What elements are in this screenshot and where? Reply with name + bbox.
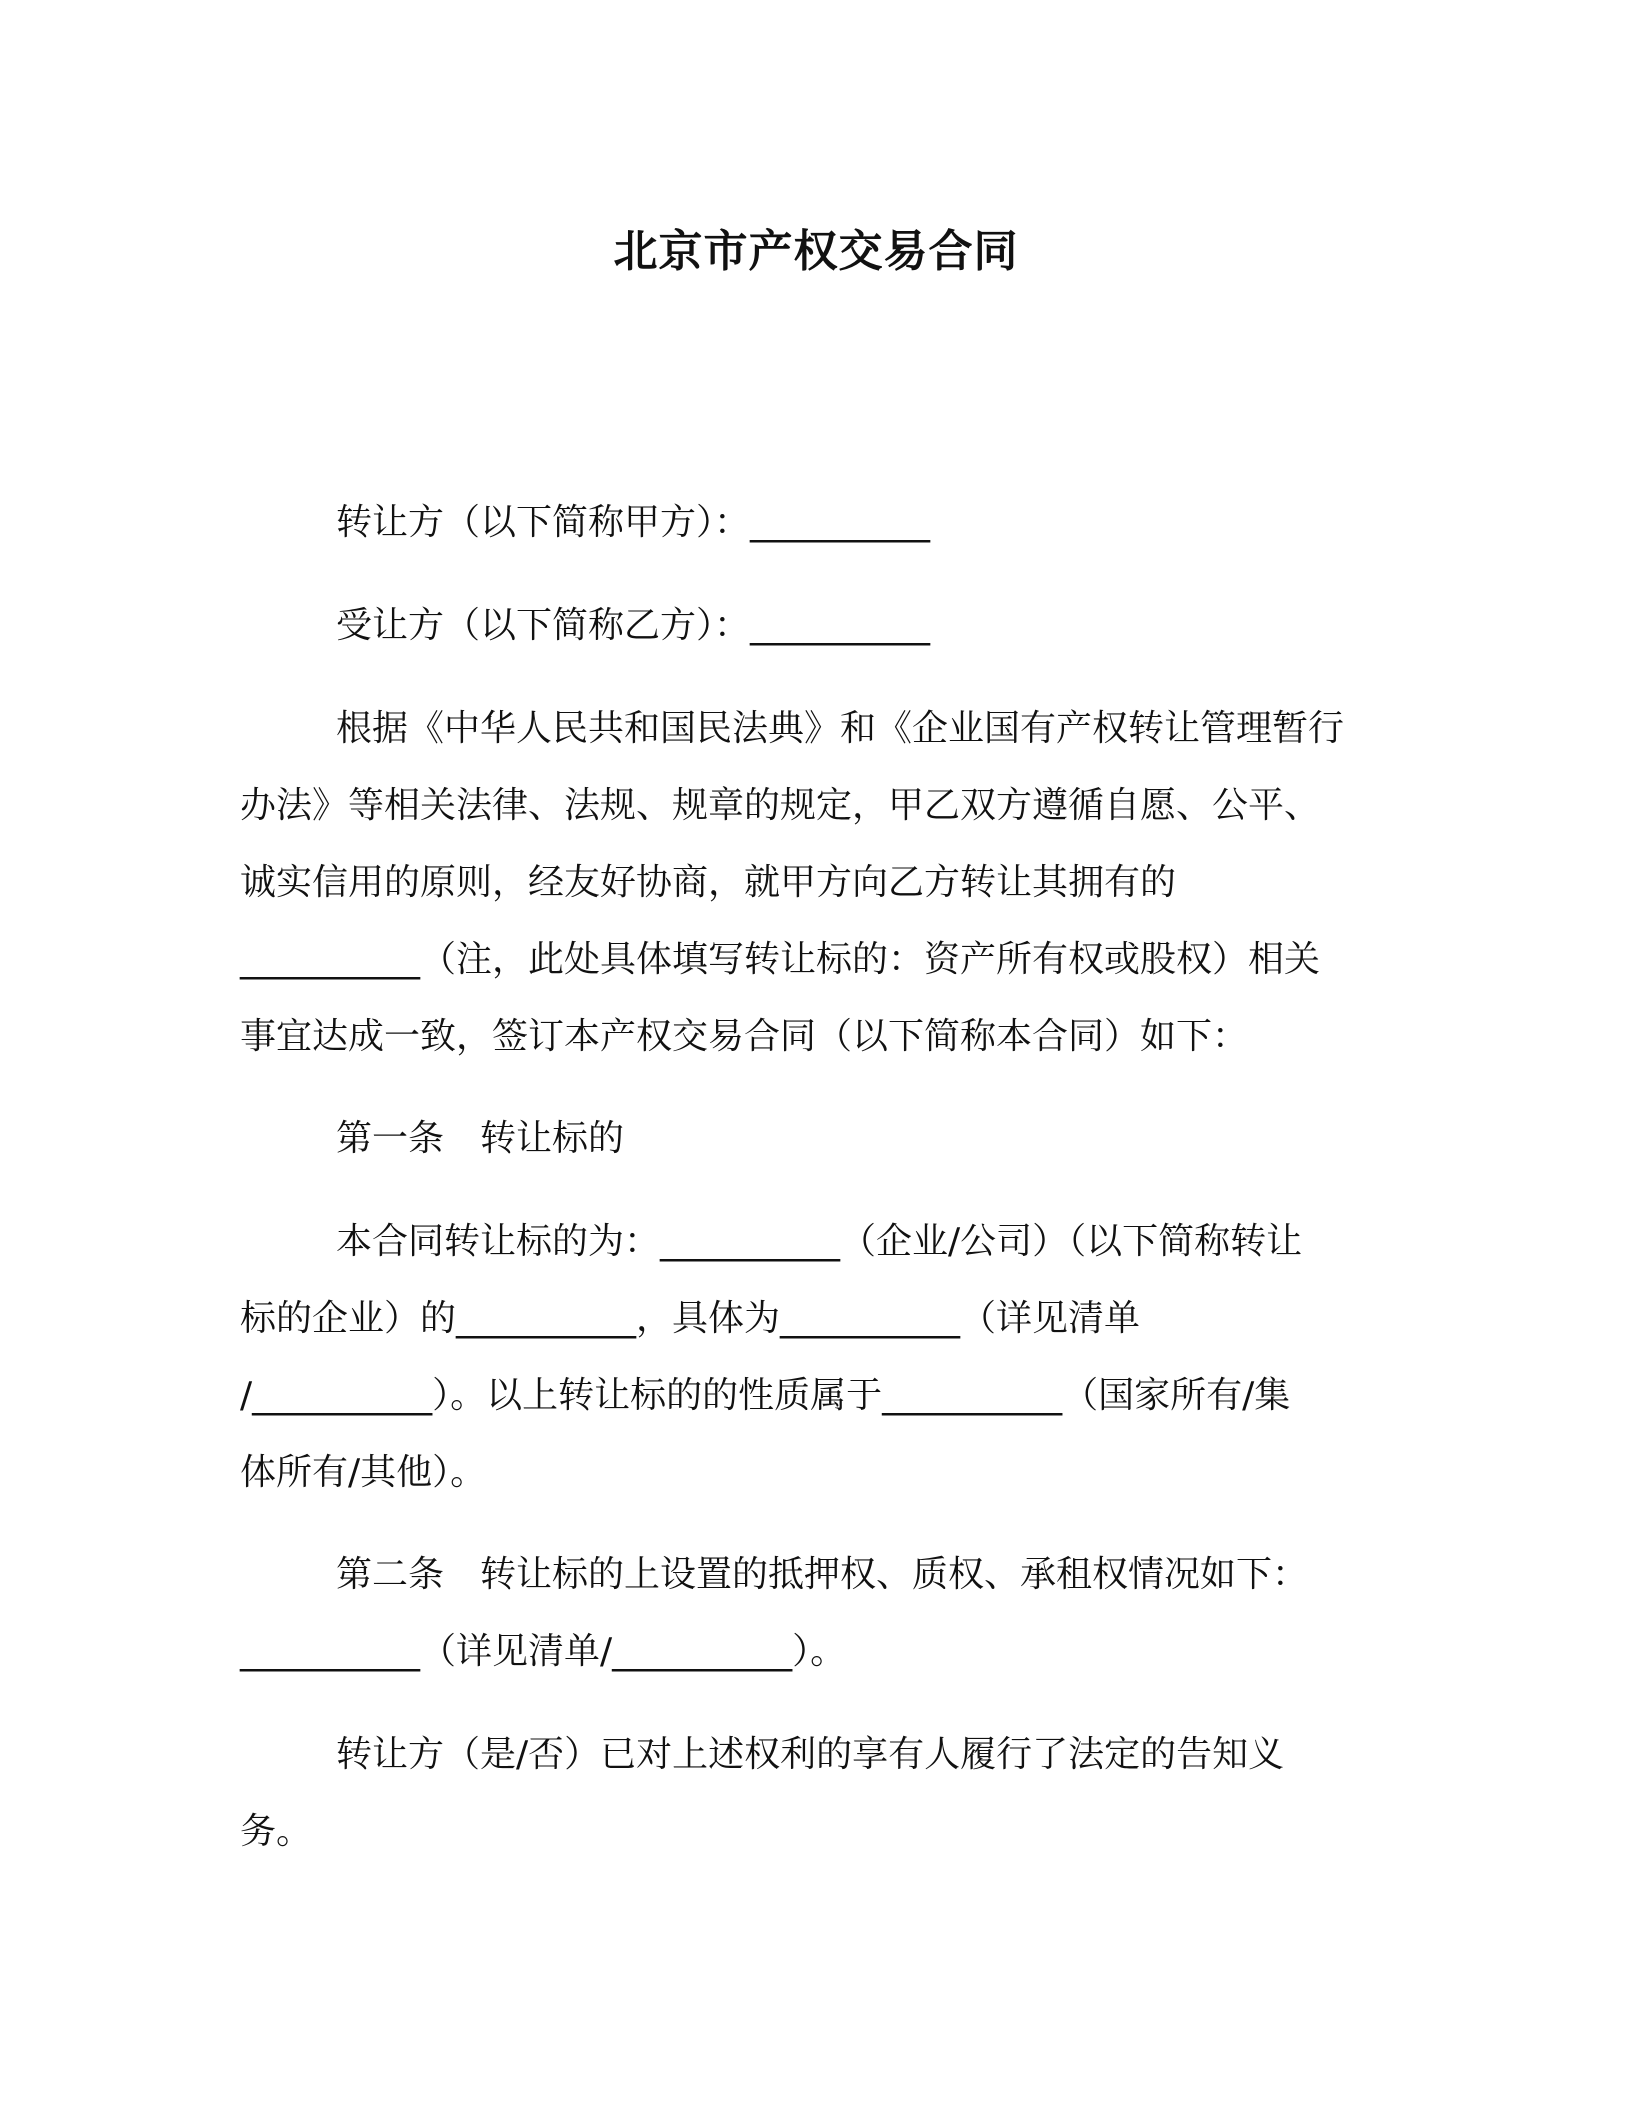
transferor-line (240, 484, 1385, 561)
transferee-line (240, 587, 1385, 664)
article1-heading (240, 1100, 1385, 1177)
paragraph-line: __________（注，此处具体填写转让标的：资产所有权或股权）相关 (240, 939, 1321, 980)
document-title: 北京市产权交易合同 (613, 226, 1019, 277)
paragraph-line: 诚实信用的原则，经友好协商，就甲方向乙方转让其拥有的 (240, 862, 1177, 903)
paragraph-line: 事宜达成一致，签订本产权交易合同（以下简称本合同）如下： (240, 1016, 1249, 1057)
paragraph-line: 根据《中华人民共和国民法典》和《企业国有产权转让管理暂行 (336, 708, 1345, 749)
article1-paragraph (240, 1203, 1385, 1511)
paragraph-line: 务。 (240, 1811, 313, 1852)
paragraph-line: 办法》等相关法律、法规、规章的规定，甲乙双方遵循自愿、公平、 (240, 785, 1321, 826)
paragraph-line: 第二条 转让标的上设置的抵押权、质权、承租权情况如下： (336, 1554, 1309, 1595)
paragraph-line: /__________）。以上转让标的的性质属于__________（国家所有/集 (240, 1375, 1291, 1416)
article2-paragraph (240, 1536, 1385, 1690)
paragraph-line: 体所有/其他）。 (240, 1452, 487, 1493)
paragraph-line: 标的企业）的__________，具体为__________（详见清单 (240, 1298, 1141, 1339)
article-heading-text: 第一条 转让标的 (336, 1118, 625, 1159)
transferor-text: 转让方（以下简称甲方）：__________ (336, 502, 931, 543)
transferee-text: 受让方（以下简称乙方）：__________ (336, 605, 931, 646)
notice-paragraph (240, 1716, 1385, 1870)
paragraph-line: 本合同转让标的为：__________（企业/公司）（以下简称转让 (336, 1221, 1303, 1262)
paragraph-line: 转让方（是/否）已对上述权利的享有人履行了法定的告知义 (336, 1734, 1285, 1775)
intro-paragraph (240, 690, 1385, 1075)
paragraph-line: __________（详见清单/__________）。 (240, 1631, 847, 1672)
